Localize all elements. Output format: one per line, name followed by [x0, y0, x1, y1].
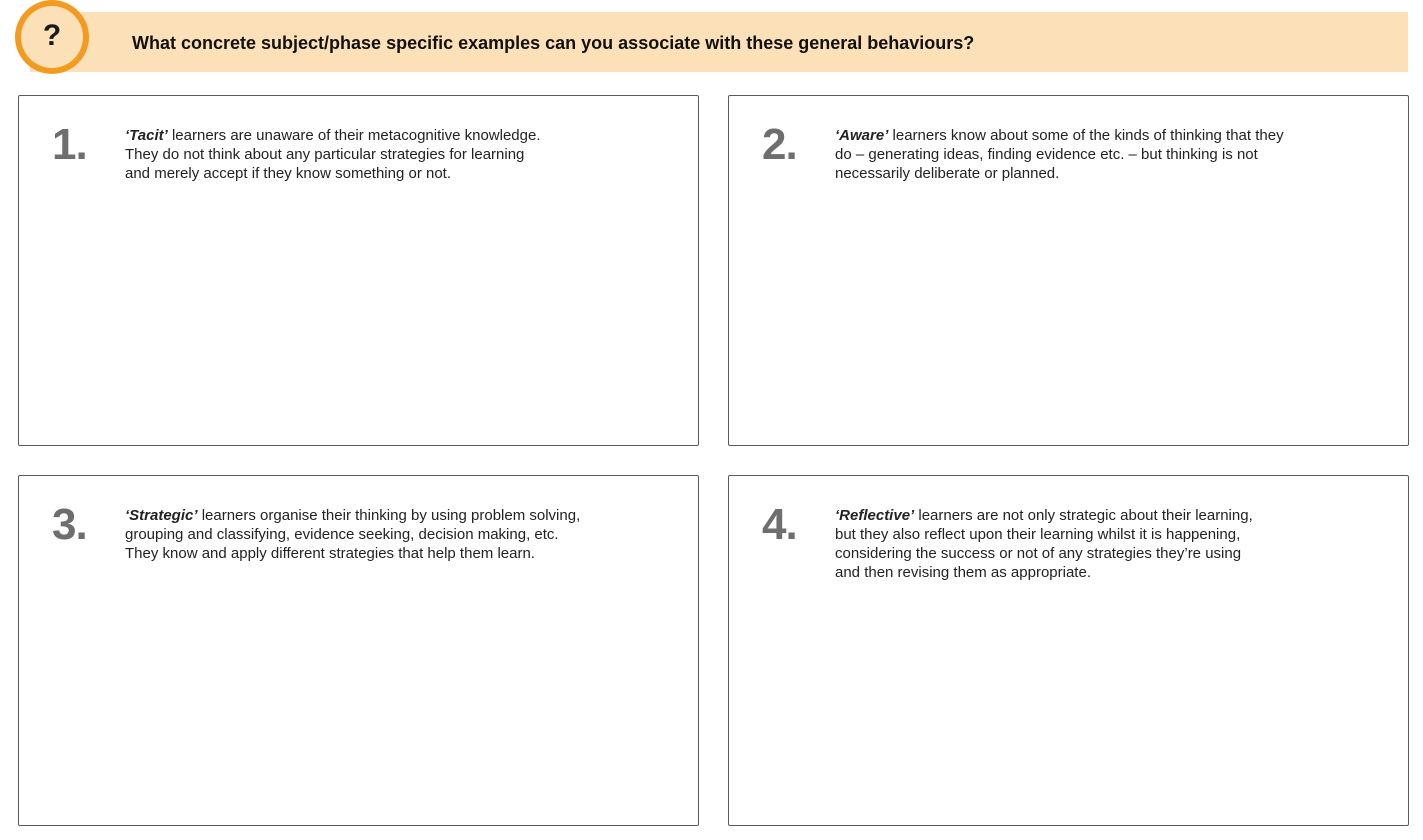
description-line: grouping and classifying, evidence seeking, decision making, etc. — [125, 526, 559, 543]
question-badge-inner — [21, 6, 83, 68]
description-line: but they also reflect upon their learning whilst it is happening, — [835, 526, 1241, 543]
question-mark-icon — [15, 0, 89, 74]
description-text: learners are not only strategic about their learning, — [914, 507, 1253, 524]
box-description — [835, 506, 1395, 582]
learner-term: ‘Reflective’ — [835, 507, 915, 524]
box-description — [125, 506, 685, 563]
box-description — [835, 126, 1395, 183]
box-description — [125, 126, 685, 183]
behaviour-box-reflective[interactable] — [728, 475, 1409, 826]
description-line: do – generating ideas, finding evidence etc. – but thinking is not — [835, 146, 1258, 163]
description-line — [125, 126, 685, 145]
learner-term: ‘Tacit’ — [125, 127, 168, 144]
box-number: 1. — [52, 120, 87, 169]
description-line — [125, 506, 685, 525]
description-line: They know and apply different strategies that help them learn. — [125, 545, 535, 562]
behaviour-box-aware[interactable] — [728, 95, 1409, 446]
box-number: 4. — [762, 500, 797, 549]
banner-title: What concrete subject/phase specific examples can you associate with these general behaviours? — [132, 33, 975, 53]
description-line: necessarily deliberate or planned. — [835, 165, 1060, 182]
description-line: considering the success or not of any strategies they’re using — [835, 545, 1242, 562]
description-line: and merely accept if they know something or not. — [125, 165, 452, 182]
description-line — [835, 506, 1395, 525]
learner-term: ‘Strategic’ — [125, 507, 198, 524]
question-mark-glyph: ? — [42, 19, 62, 52]
description-text: learners know about some of the kinds of thinking that they — [888, 127, 1284, 144]
behaviour-box-strategic[interactable] — [18, 475, 699, 826]
box-number: 3. — [52, 500, 87, 549]
description-line — [835, 126, 1395, 145]
box-number: 2. — [762, 120, 797, 169]
description-line: and then revising them as appropriate. — [835, 564, 1091, 581]
question-banner — [30, 12, 1408, 72]
learner-term: ‘Aware’ — [835, 127, 889, 144]
description-text: learners are unaware of their metacognitive knowledge. — [167, 127, 541, 144]
description-text: learners organise their thinking by using problem solving, — [197, 507, 581, 524]
behaviour-box-tacit[interactable] — [18, 95, 699, 446]
description-line: They do not think about any particular strategies for learning — [125, 146, 525, 163]
